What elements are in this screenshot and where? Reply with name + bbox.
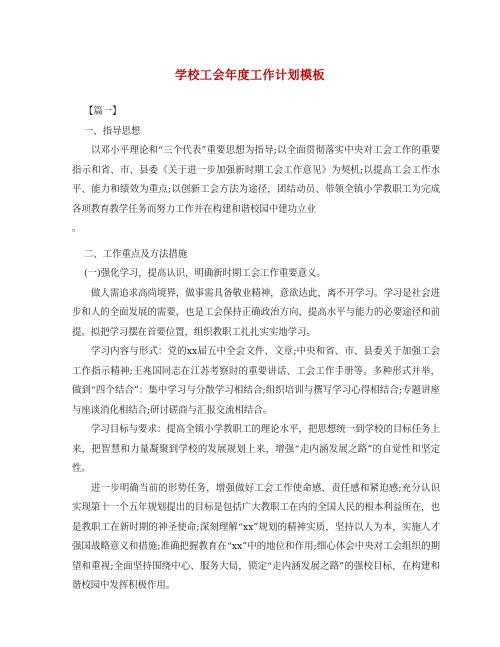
section-label: 【篇一】 (84, 106, 122, 117)
paragraph-learning-content: 学习内容与形式：党的xx届五中全会文件、文章;中央和省、市、县委关于加强工会工作指示精神;王兆国同志在江苏考察时的重要讲话、工会工作手册等。多种形式并举，做到“四个结合”：集中学习与分散学习相结合;组织培训与撰写学习心得相结合;专题讲座与座谈消化相结合;研讨磋商与汇报交流相结合。 (72, 346, 440, 416)
paragraph-learning-goals: 学习目标与要求：提高全镇小学教职工的理论水平，把思想统一到学校的目标任务上来，把智慧和力量凝聚到学校的发展规划上来，增强“走内涵发展之路”的自觉性和坚定性。 (72, 424, 440, 474)
paragraph-trailing-dot: 。 (72, 223, 82, 234)
heading-key-work: 二、工作重点及方法措施 (84, 248, 188, 260)
paragraph-guiding-ideology: 以邓小平理论和“三个代表”重要思想为指导;以全面贯彻落实中央对工会工作的重要指示和省、市、县委《关于进一步加强新时期工会工作意见》为契机;以提高工会工作水平、能力和绩效为重点;以创新工会方法为途径，团结动员、带领全镇小学教职工为完成各项教育教学任务而努力工作并在构建和谐校园中建功立业 (72, 145, 440, 215)
paragraph-learning-purpose: 做人需追求高尚境界，做事需具备敬业精神，意欲达此，离不开学习。学习是社会进步和人的全面发展的需要，也是工会保持正确政治方向，提高水平与能力的必要途径和前提。拟把学习摆在首要位置，组织教职工扎扎实实地学习。 (72, 287, 440, 338)
heading-guiding-ideology: 一、指导思想 (84, 125, 141, 137)
document-body (72, 102, 440, 596)
document-title: 学校工会年度工作计划模板 (174, 68, 325, 82)
paragraph-situation-tasks: 进一步明确当前的形势任务，增强做好工会工作使命感、责任感和紧迫感;充分认识实现第十一个五年规划提出的目标是包括广大教职工在内的全国人民的根本利益所在，也是教职工在新时期的神圣使命;深刻理解“xx”规划的精神实质，坚持以人为本，实施人才强国战略意义和措施;准确把握教育在“xx”中的地位和作用;细心体会中央对工会组织的期望和重视;全面坚持围绕中心、服务大局，锁定“走内涵发展之路”的强校目标，在构建和谐校园中发挥积极作用。 (72, 482, 440, 591)
subheading-strengthen-learning: (一)强化学习，提高认识，明确新时期工会工作重要意义。 (84, 268, 326, 279)
